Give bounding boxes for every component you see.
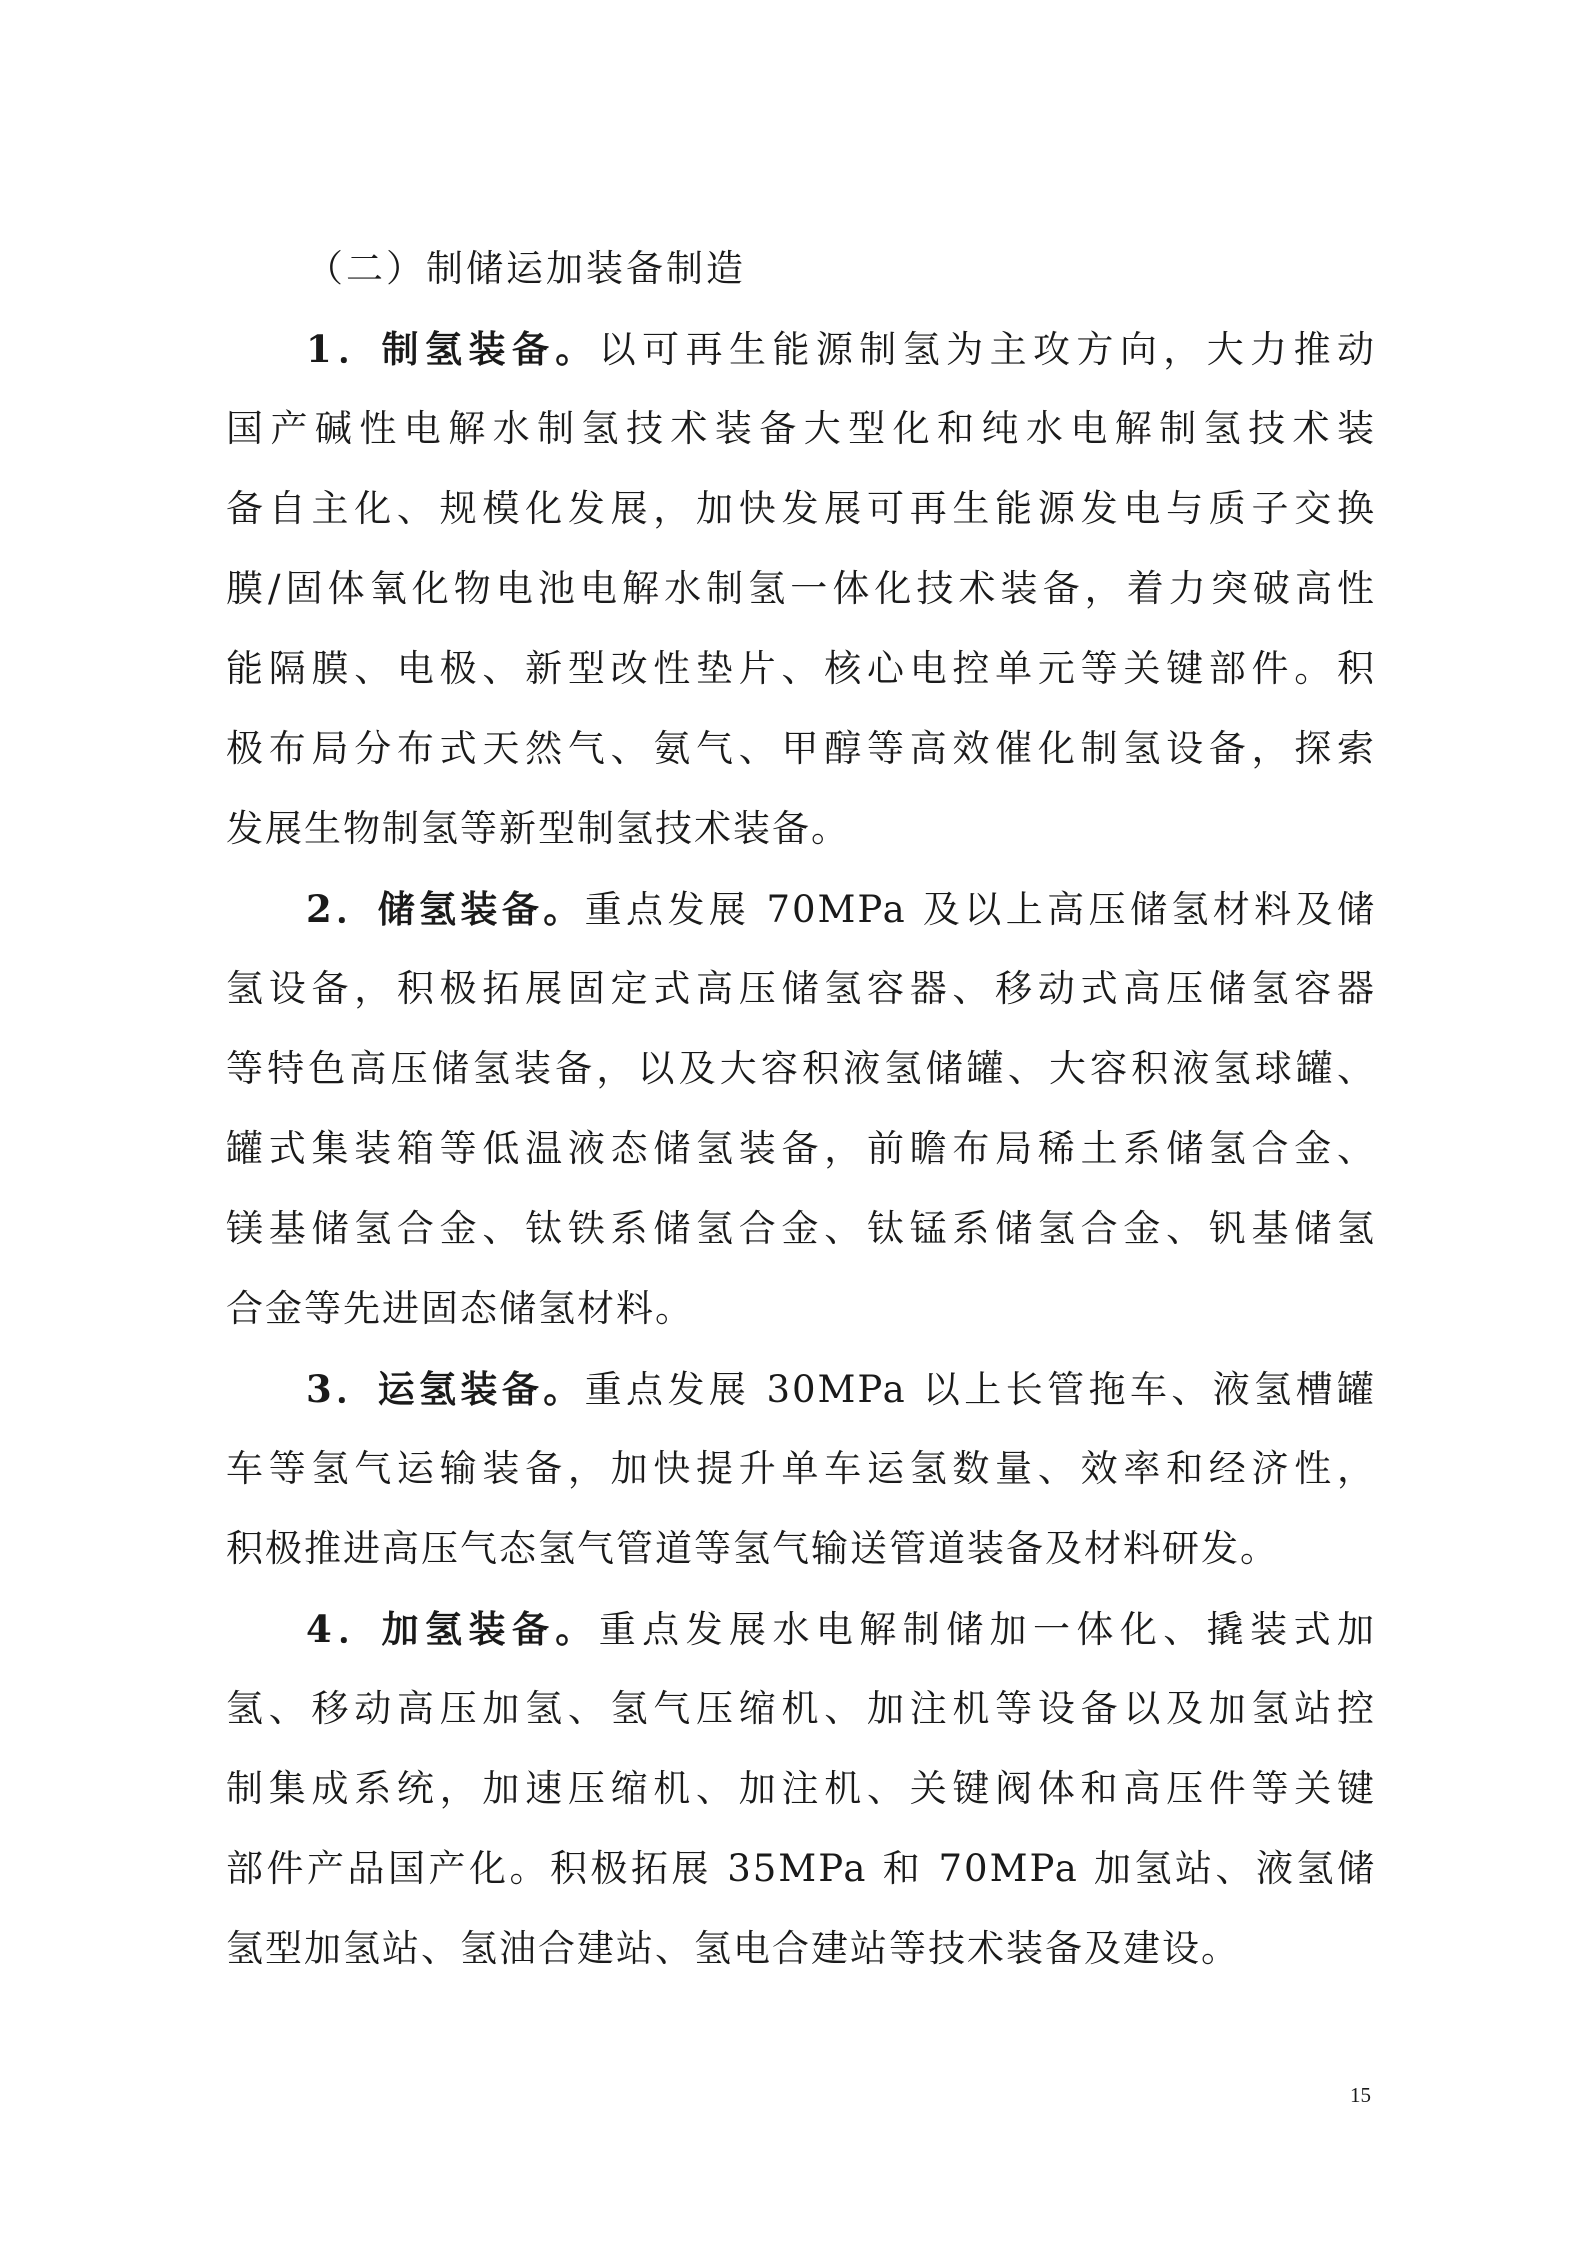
- paragraph-1-lead: 1．制氢装备。: [306, 327, 599, 371]
- paragraph-2-line-2: 氢设备，积极拓展固定式高压储氢容器、移动式高压储氢容器: [226, 967, 1376, 1010]
- paragraph-2-line-1: [306, 885, 1376, 934]
- paragraph-2-text: 重点发展 70MPa 及以上高压储氢材料及储: [584, 888, 1377, 931]
- page-number: 15: [1350, 2083, 1371, 2107]
- paragraph-3-line-1: [306, 1365, 1376, 1414]
- paragraph-4-line-4: 部件产品国产化。积极拓展 35MPa 和 70MPa 加氢站、液氢储: [226, 1847, 1376, 1890]
- section-heading: （二）制储运加装备制造: [306, 247, 746, 290]
- paragraph-2-line-6: 合金等先进固态储氢材料。: [226, 1287, 694, 1330]
- paragraph-1-line-1: [306, 325, 1376, 374]
- paragraph-4-line-5: 氢型加氢站、氢油合建站、氢电合建站等技术装备及建设。: [226, 1927, 1240, 1970]
- paragraph-1-line-2: 国产碱性电解水制氢技术装备大型化和纯水电解制氢技术装: [226, 407, 1376, 450]
- paragraph-4-line-1: [306, 1605, 1376, 1654]
- paragraph-1-line-5: 能隔膜、电极、新型改性垫片、核心电控单元等关键部件。积: [226, 647, 1376, 690]
- paragraph-3-text: 重点发展 30MPa 以上长管拖车、液氢槽罐: [584, 1368, 1377, 1411]
- paragraph-3-line-2: 车等氢气运输装备，加快提升单车运氢数量、效率和经济性，: [226, 1447, 1376, 1490]
- paragraph-1-line-7: 发展生物制氢等新型制氢技术装备。: [226, 807, 850, 850]
- paragraph-1-text: 以可再生能源制氢为主攻方向，大力推动: [598, 328, 1376, 371]
- paragraph-2-line-4: 罐式集装箱等低温液态储氢装备，前瞻布局稀土系储氢合金、: [226, 1127, 1376, 1170]
- paragraph-2-lead: 2．储氢装备。: [306, 887, 585, 931]
- paragraph-2-line-5: 镁基储氢合金、钛铁系储氢合金、钛锰系储氢合金、钒基储氢: [226, 1207, 1376, 1250]
- paragraph-2-line-3: 等特色高压储氢装备，以及大容积液氢储罐、大容积液氢球罐、: [226, 1047, 1376, 1090]
- paragraph-4-text: 重点发展水电解制储加一体化、撬装式加: [598, 1608, 1376, 1651]
- paragraph-3-lead: 3．运氢装备。: [306, 1367, 585, 1411]
- paragraph-4-line-2: 氢、移动高压加氢、氢气压缩机、加注机等设备以及加氢站控: [226, 1687, 1376, 1730]
- paragraph-4-line-3: 制集成系统，加速压缩机、加注机、关键阀体和高压件等关键: [226, 1767, 1376, 1810]
- paragraph-3-line-3: 积极推进高压气态氢气管道等氢气输送管道装备及材料研发。: [226, 1527, 1279, 1570]
- paragraph-1-line-3: 备自主化、规模化发展，加快发展可再生能源发电与质子交换: [226, 487, 1376, 530]
- paragraph-1-line-4: 膜/固体氧化物电池电解水制氢一体化技术装备，着力突破高性: [226, 567, 1376, 610]
- paragraph-1-line-6: 极布局分布式天然气、氨气、甲醇等高效催化制氢设备，探索: [226, 727, 1376, 770]
- paragraph-4-lead: 4．加氢装备。: [306, 1607, 599, 1651]
